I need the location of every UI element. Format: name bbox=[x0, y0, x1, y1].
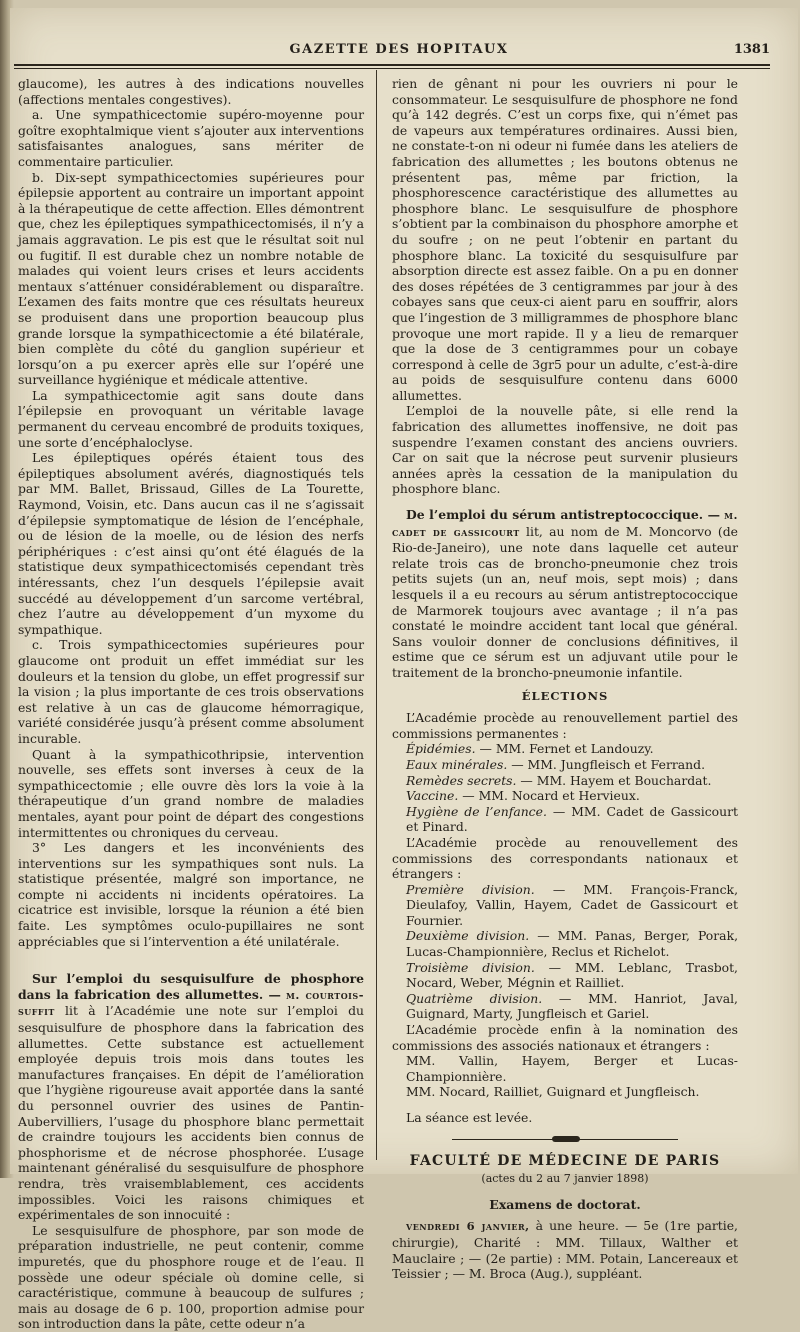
elections-heading: ÉLECTIONS bbox=[521, 688, 609, 703]
list-item: Hygiène de l’enfance. — MM. Cadet de Gassicourt et Pinard. bbox=[406, 803, 738, 835]
list-item: Première division. — MM. François-Franck, Dieulafoy, Vallin, Hayem, Cadet de Gassicourt et Fournier. bbox=[406, 881, 739, 928]
exam-text: à une heure. — 5e (1re partie, chirurgie), Charité : MM. Tillaux, Walther et Mauclaire ; — (2e partie) : MM. Potain, Lancereaux et Teissier ; — M. Broca (Aug.), suppléant. bbox=[392, 1218, 738, 1282]
section-paragraph bbox=[18, 971, 364, 1223]
paragraph: Le sesquisulfure de phosphore, par son mode de préparation industrielle, ne peut contenir, comme impuretés, que du phosphore rouge et de l’eau. Il possède une odeur spéciale où domine celle, si caractéristique, commune à beaucoup de sulfures ; mais au dosage de 6 p. 100, proportion admise pour son introduction dans la pâte, cette odeur n’a bbox=[18, 1222, 364, 1332]
paragraph: c. Trois sympathicectomies supérieures pour glaucome ont produit un effet immédiat sur les douleurs et la tension du globe, un effet progressif sur la vision ; la plus importante de ces trois observations est relative à un cas de glaucome hémorragique, variété considérée jusqu’à présent comme absolument incurable. bbox=[18, 637, 364, 746]
list-item: Épidémies. — MM. Fernet et Landouzy. bbox=[406, 741, 654, 757]
list-item: MM. Vallin, Hayem, Berger et Lucas-Championnière. bbox=[406, 1053, 738, 1084]
paragraph: glaucome), les autres à des indications nouvelles (affections mentales congestives). bbox=[18, 76, 364, 107]
section-intro: lit à l’Académie une note sur l’emploi du sesquisulfure de phosphore dans la fabrication des allumettes. Cette substance est actuellement employée depuis trois mois dans toutes les manufactures françaises. En dépit de l’amélioration que l’hygiène rigoureuse avait apportée dans la santé du personnel ouvrier des usines de Pantin-Aubervilliers, l’usage du phosphore blanc permettait de craindre toujours les accidents bien connus de phosphorisme et de nécrose phosphorée. L’usage maintenant généralisé du sesquisulfure de phosphore rendra, très vraisemblablement, ces accidents impossibles. Voici les raisons chimiques et expérimentales de son innocuité : bbox=[18, 1003, 364, 1223]
journal-title: GAZETTE DES HOPITAUX bbox=[289, 42, 509, 57]
section-text: lit, au nom de M. Moncorvo (de Rio-de-Janeiro), une note dans laquelle cet auteur relate trois cas de broncho-pneumonie chez trois petits sujets (un an, neuf mois, sept mois) ; dans lesquels il a eu recours au sérum antistreptococcique de Marmorek toujours avec avantage ; il n’a pas constaté le moindre accident tant local que général. Sans vouloir donner de conclusions définitives, il estime que ce sérum est un adjuvant utile pour le traitement de la broncho-pneumonie infantile. bbox=[392, 523, 738, 680]
header-rule-thin bbox=[14, 68, 770, 69]
paragraph: a. Une sympathicectomie supéro-moyenne pour goître exophtalmique vient s’ajouter aux interventions satisfaisantes analogues, sans mériter de commentaire particulier. bbox=[18, 107, 364, 169]
column-divider bbox=[376, 70, 377, 1160]
closing-line: La séance est levée. bbox=[406, 1110, 533, 1125]
list-item: Quatrième division. — MM. Hanriot, Javal, Guignard, Marty, Jungfleisch et Gariel. bbox=[406, 990, 738, 1022]
faculty-title: FACULTÉ DE MÉDECINE DE PARIS bbox=[409, 1152, 721, 1169]
faculty-subtitle: (actes du 2 au 7 janvier 1898) bbox=[481, 1172, 649, 1186]
header-rule bbox=[14, 64, 770, 66]
list-item: Vaccine. — MM. Nocard et Hervieux. bbox=[406, 788, 640, 804]
right-column bbox=[392, 76, 738, 1282]
page-number: 1381 bbox=[733, 42, 770, 57]
paragraph: La sympathicectomie agit sans doute dans l’épilepsie en provoquant un véritable lavage permanent du cerveau encombré de produits toxiques, une sorte d’encéphaloclyse. bbox=[18, 387, 364, 450]
section-paragraph bbox=[392, 507, 738, 681]
list-item: Troisième division. — MM. Leblanc, Trasbot, Nocard, Weber, Mégnin et Railliet. bbox=[406, 959, 738, 991]
paragraph: L’Académie procède enfin à la nomination des commissions des associés nationaux et étrangers : bbox=[392, 1022, 738, 1053]
paragraph: rien de gênant ni pour les ouvriers ni pour le consommateur. Le sesquisulfure de phosphore ne fond qu’à 142 degrés. C’est un corps fixe, qui n’émet pas de vapeurs aux températures ordinaires. Aussi bien, ne constate-t-on ni odeur ni fumée dans les ateliers de fabrication des allumettes ; les boutons obtenus ne présentent pas, même par friction, la phosphorescence caractéristique des allumettes au phosphore blanc. Le sesquisulfure de phosphore s’obtient par la combinaison du phosphore amorphe et du soufre ; on ne peut l’obtenir en partant du phosphore blanc. La toxicité du sesquisulfure par absorption directe est assez faible. On a pu en donner des doses répétées de 3 centigrammes par jour à des cobayes sans que ceux-ci aient paru en souffrir, alors que l’ingestion de 3 milligrammes de phosphore blanc provoque une mort rapide. Il y a lieu de remarquer que la dose de 3 centigrammes pour un cobaye correspond à celle de 3gr5 pour un adulte, c’est-à-dire au poids de sesquisulfure contenu dans 6000 allumettes. bbox=[392, 76, 738, 403]
paragraph: L’emploi de la nouvelle pâte, si elle rend la fabrication des allumettes inoffensive, ne doit pas suspendre l’examen constant des anciens ouvriers. Car on sait que la nécrose peut survenir plusieurs années après la cessation de la manipulation du phosphore blanc. bbox=[392, 403, 738, 497]
list-item: Eaux minérales. — MM. Jungfleisch et Ferrand. bbox=[406, 756, 706, 772]
section-title: De l’emploi du sérum antistreptococcique. — bbox=[406, 507, 720, 523]
exam-day: vendredi 6 janvier, bbox=[406, 1219, 530, 1234]
paragraph: Quant à la sympathicothripsie, intervention nouvelle, ses effets sont inverses à ceux de la sympathicectomie ; elle ouvre dès lors la voie à la thérapeutique d’un grand nombre de maladies mentales, ayant pour point de départ des congestions intermittentes ou chroniques du cerveau. bbox=[18, 746, 364, 840]
paragraph: Les épileptiques opérés étaient tous des épileptiques absolument avérés, diagnostiqués tels par MM. Ballet, Brissaud, Gilles de La Tourette, Raymond, Voisin, etc. Dans aucun cas il ne s’agissait d’épilepsie symptomatique de lésion de l’encéphale, ou de lésion de la moelle, ou de lésion des nerfs périphériques : c’est ainsi qu’ont été élagués de la statistique deux sympathicectomisés cependant très intéressants, chez l’un desquels l’épilepsie avait succédé au développement d’un sarcome vertébral, chez l’autre au développement d’un myxome du sympathique. bbox=[18, 450, 364, 637]
section-author: m. courtois-suffit bbox=[18, 987, 364, 1019]
section-author: m. cadet de gassicourt bbox=[392, 508, 738, 539]
paragraph: 3° Les dangers et les inconvénients des interventions sur les sympathiques sont nuls. La statistique présentée, malgré son importance, ne compte ni accidents ni incidents opératoires. La cicatrice est invisible, lorsque la réunion a été bien faite. Les symptômes oculo-pupillaires ne sont appréciables que si l’intervention a été unilatérale. bbox=[18, 840, 364, 949]
paragraph: b. Dix-sept sympathicectomies supérieures pour épilepsie apportent au contraire un important appoint à la thérapeutique de cette affection. Elles démontrent que, chez les épileptiques sympathicectomisés, il n’y a jamais aggravation. Le pis est que le résultat soit nul ou fugitif. Il est durable chez un nombre notable de malades qui voient leurs crises et leurs accidents mentaux s’atténuer considérablement ou disparaître. L’examen des faits montre que ces résultats heureux se produisent dans une proportion beaucoup plus grande lorsque la sympathicectomie a été bilatérale, bien complète du côté du ganglion supérieur et lorsqu’on a pu exercer après elle sur l’opéré une surveillance hygiénique et médicale attentive. bbox=[18, 169, 364, 388]
exam-paragraph bbox=[392, 1218, 738, 1281]
paragraph: L’Académie procède au renouvellement des commissions des correspondants nationaux et étrangers : bbox=[392, 834, 738, 882]
section-title: Sur l’emploi du sesquisulfure de phosphore dans la fabrication des allumettes. — bbox=[18, 971, 364, 1002]
examens-heading: Examens de doctorat. bbox=[489, 1196, 641, 1212]
ornament-divider bbox=[392, 1136, 738, 1144]
left-column bbox=[18, 76, 364, 1332]
page-header bbox=[14, 40, 784, 64]
list-item: Remèdes secrets. — MM. Hayem et Bouchardat. bbox=[406, 772, 712, 788]
list-item: MM. Nocard, Railliet, Guignard et Jungfleisch. bbox=[406, 1084, 700, 1100]
list-item: Deuxième division. — MM. Panas, Berger, Porak, Lucas-Championnière, Reclus et Richelot. bbox=[406, 928, 739, 960]
paragraph: L’Académie procède au renouvellement partiel des commissions permanentes : bbox=[392, 710, 738, 741]
